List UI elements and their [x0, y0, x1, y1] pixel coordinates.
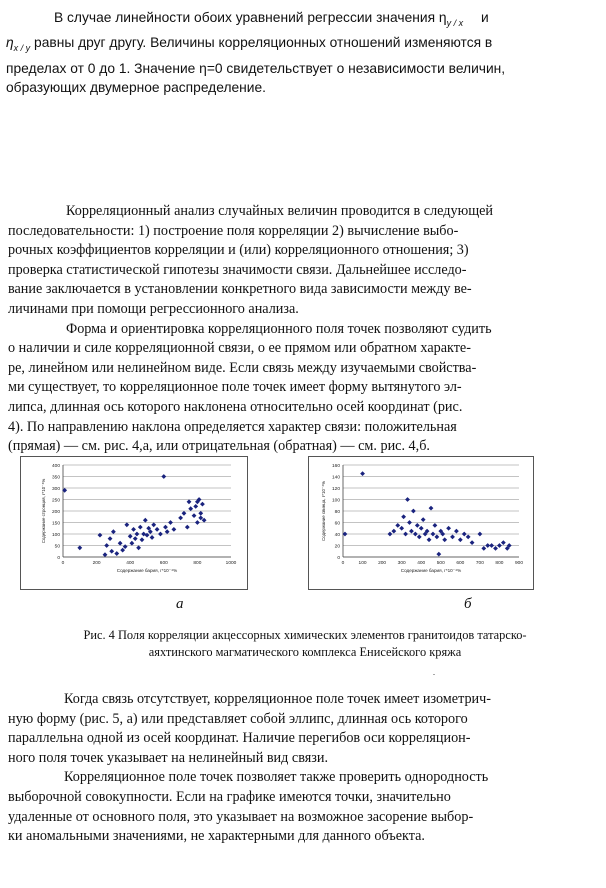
y-tick-label: 160	[331, 464, 340, 469]
data-point	[360, 471, 365, 476]
scatter-plot-a	[20, 456, 248, 590]
x-axis-label: Содержание бария, г*10⁻⁴%	[116, 568, 178, 573]
y-axis-label: Содержание стронция, г*10⁻⁴%	[41, 478, 46, 544]
final-line-5: Корреляционное поле точек позволяет также проверить однородность	[64, 769, 489, 786]
scatter-plot-b	[308, 456, 534, 590]
data-point	[497, 543, 502, 548]
data-point	[388, 532, 393, 537]
data-point	[403, 532, 408, 537]
data-point	[104, 543, 109, 548]
data-point	[171, 527, 176, 532]
data-point	[182, 511, 187, 516]
data-point	[185, 525, 190, 530]
data-point	[118, 541, 123, 546]
data-point	[128, 534, 133, 539]
data-point	[178, 515, 183, 520]
data-point	[401, 514, 406, 519]
data-point	[450, 534, 455, 539]
data-point	[399, 526, 404, 531]
caption-line-1: Рис. 4 Поля корреляции акцессорных химических элементов гранитоидов татарско-	[83, 628, 527, 642]
y-tick-label: 20	[334, 544, 340, 550]
data-point	[429, 506, 434, 511]
final-line-8: ки аномальными значениями, не характерными для данного объекта.	[8, 828, 425, 845]
x-tick-label: 400	[417, 561, 426, 566]
data-point	[489, 543, 494, 548]
data-point	[188, 506, 193, 511]
main-line-7: Форма и ориентировка корреляционного поля точек позволяют судить	[66, 320, 492, 337]
final-line-7: удаленные от основного поля, это указывает на возможное засорение выбор-	[8, 808, 474, 825]
final-line-2: ную форму (рис. 5, а) или представляет собой эллипс, длинная ось которого	[8, 710, 468, 727]
main-line-5: вание заключается в установлении конкретного вида зависимости между ве-	[8, 281, 472, 298]
data-point	[123, 544, 128, 549]
data-point	[434, 534, 439, 539]
data-point	[421, 517, 426, 522]
x-tick-label: 400	[126, 561, 135, 566]
y-tick-label: 60	[334, 521, 340, 527]
y-tick-label: 100	[331, 498, 340, 504]
data-point	[427, 537, 432, 542]
data-point	[111, 529, 116, 534]
data-point	[454, 529, 459, 534]
data-point	[200, 502, 205, 507]
y-tick-label: 40	[334, 533, 340, 538]
data-point	[168, 520, 173, 525]
main-line-3: рочных коэффициентов корреляции и (или) корреляционного отношения; 3)	[8, 242, 469, 259]
data-point	[198, 511, 203, 516]
data-point	[436, 552, 441, 557]
data-point	[405, 497, 410, 502]
x-tick-label: 300	[397, 561, 406, 566]
x-tick-label: 500	[436, 561, 445, 566]
data-point	[481, 546, 486, 551]
data-point	[433, 523, 438, 528]
y-tick-label: 0	[337, 556, 340, 561]
main-line-9: ре, линейном или нелинейном виде. Если связь между изучаемыми свойства-	[8, 359, 477, 376]
eta-subscript-x-y: x / y	[13, 43, 31, 53]
intro-line-4: образующих двумерное распределение.	[6, 80, 267, 95]
data-point	[477, 532, 482, 537]
data-point	[501, 540, 506, 545]
eta-subscript-y-x: y / x	[446, 17, 464, 28]
x-tick-label: 700	[475, 561, 484, 566]
x-tick-label: 600	[456, 561, 465, 566]
data-point	[109, 549, 114, 554]
and-word: и	[480, 10, 489, 25]
data-point	[409, 529, 414, 534]
scatter-plot-a-svg	[21, 457, 247, 589]
y-axis-label: Содержание свинца, г*10⁻⁴%	[321, 481, 326, 541]
x-tick-label: 600	[159, 561, 168, 566]
y-tick-label: 140	[331, 475, 340, 481]
data-point	[133, 536, 138, 541]
data-point	[129, 541, 134, 546]
main-paragraph	[8, 202, 574, 457]
x-tick-label: 200	[92, 561, 101, 566]
y-tick-label: 100	[51, 533, 60, 538]
intro-paragraph	[6, 8, 562, 98]
data-point	[462, 532, 467, 537]
data-point	[187, 499, 192, 504]
y-tick-label: 250	[51, 498, 60, 504]
final-line-1: Когда связь отсутствует, корреляционное поле точек имеет изометрич-	[64, 691, 491, 707]
eta-symbol: η	[6, 35, 14, 51]
data-point	[98, 533, 103, 538]
main-line-12: 4). По направлению наклона определяется характер связи: положительная	[8, 418, 457, 435]
final-line-4: ного поля точек указывает на нелинейный вид связи.	[8, 749, 328, 766]
y-tick-label: 0	[57, 556, 60, 561]
main-line-2: последовательности: 1) построение поля корреляции 2) вычисление выбо-	[8, 222, 459, 239]
data-point	[136, 545, 141, 550]
data-point	[415, 523, 420, 528]
x-tick-label: 1000	[225, 561, 237, 566]
data-point	[446, 526, 451, 531]
data-point	[419, 526, 424, 531]
x-tick-label: 800	[495, 561, 504, 566]
data-point	[192, 513, 197, 518]
x-tick-label: 200	[378, 561, 387, 566]
x-tick-label: 0	[341, 561, 345, 566]
data-point	[442, 537, 447, 542]
main-line-11: липса, длинная ось которого наклонена относительно осей координат (рис.	[8, 398, 463, 415]
data-point	[195, 520, 200, 525]
data-point	[161, 474, 166, 479]
data-point	[431, 532, 436, 537]
intro-line-3: пределах от 0 до 1. Значение η=0 свидетельствует о независимости величин,	[6, 60, 506, 76]
figure-caption	[40, 627, 570, 661]
data-point	[391, 529, 396, 534]
data-point	[135, 532, 140, 537]
data-point	[417, 534, 422, 539]
data-point	[411, 509, 416, 514]
data-point	[131, 527, 136, 532]
data-point	[150, 535, 155, 540]
x-tick-label: 800	[193, 561, 202, 566]
data-point	[193, 504, 198, 509]
data-point	[407, 520, 412, 525]
scatter-plot-b-svg	[309, 457, 533, 589]
data-point	[120, 548, 125, 553]
figure-letter-a: а	[176, 596, 184, 612]
main-line-1: Корреляционный анализ случайных величин проводится в следующей	[66, 203, 494, 219]
y-tick-label: 200	[51, 510, 60, 515]
x-axis-label: Содержание бария, г*10⁻⁴%	[400, 568, 462, 573]
data-point	[493, 546, 498, 551]
y-tick-label: 80	[334, 510, 340, 515]
main-line-10: ми существует, то корреляционное поле точек имеет форму вытянутого эл-	[8, 379, 462, 396]
y-tick-label: 400	[51, 464, 60, 469]
data-point	[155, 527, 160, 532]
y-tick-label: 350	[51, 475, 60, 481]
data-point	[413, 532, 418, 537]
data-point	[108, 536, 113, 541]
data-point	[77, 545, 82, 550]
main-line-13: (прямая) — см. рис. 4,а, или отрицательная (обратная) — см. рис. 4,б.	[8, 438, 430, 455]
stray-dot: .	[433, 668, 435, 677]
data-point	[143, 518, 148, 523]
data-point	[395, 523, 400, 528]
data-point	[114, 551, 119, 556]
data-point	[458, 537, 463, 542]
main-line-4: проверка статистической гипотезы значимости связи. Дальнейшее исследо-	[8, 261, 467, 278]
data-point	[151, 522, 156, 527]
intro-line-1: В случае линейности обоих уравнений регрессии значения η	[54, 10, 447, 25]
data-point	[466, 534, 471, 539]
final-line-6: выборочной совокупности. Если на графике имеются точки, значительно	[8, 788, 451, 805]
data-point	[470, 540, 475, 545]
data-point	[165, 529, 170, 534]
y-tick-label: 50	[54, 544, 60, 550]
data-point	[158, 532, 163, 537]
main-line-8: о наличии и силе корреляционной связи, о ее прямом или обратном характе-	[8, 340, 471, 357]
figure-letter-b: б	[464, 596, 472, 612]
data-point	[163, 525, 168, 530]
y-tick-label: 300	[51, 487, 60, 492]
data-point	[140, 537, 145, 542]
x-tick-label: 900	[514, 561, 524, 566]
intro-line-2: равны друг другу. Величины корреляционных отношений изменяются в	[34, 35, 493, 51]
no-correlation-paragraph	[8, 690, 574, 847]
y-tick-label: 120	[331, 487, 340, 492]
final-line-3: параллельна одной из осей координат. Наличие перегибов оси корреляцион-	[8, 730, 471, 747]
x-tick-label: 100	[358, 561, 367, 566]
data-point	[103, 552, 108, 557]
x-tick-label: 0	[61, 561, 65, 566]
caption-line-2: аяхтинского магматического комплекса Енисейского кряжа	[148, 645, 462, 659]
data-point	[124, 522, 129, 527]
main-line-6: личинами при помощи регрессионного анализа.	[8, 300, 299, 317]
data-point	[138, 525, 143, 530]
y-tick-label: 150	[51, 521, 60, 527]
